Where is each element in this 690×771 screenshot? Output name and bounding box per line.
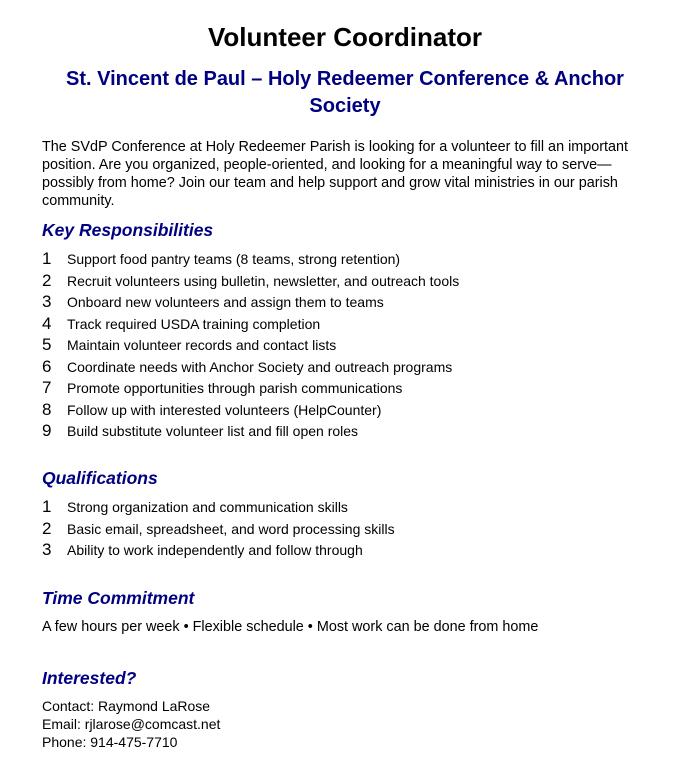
- list-item-text: Promote opportunities through parish communications: [67, 380, 403, 396]
- list-item-text: Ability to work independently and follow through: [67, 542, 363, 558]
- list-item-text: Build substitute volunteer list and fill open roles: [67, 423, 359, 439]
- list-item: [42, 539, 662, 561]
- time-commitment-text: A few hours per week • Flexible schedule • Most work can be done from home: [42, 619, 539, 635]
- list-item-number: 3: [42, 540, 52, 559]
- list-item-text: Maintain volunteer records and contact lists: [67, 337, 337, 353]
- list-item-number: 2: [42, 270, 52, 290]
- intro-paragraph: The SVdP Conference at Holy Redeemer Parish is looking for a volunteer to fill an important position. Are you organized, people-oriented, and looking for a meaningful way to serve—possibly from home? Join our team and help support and grow vital ministries in our parish community.: [42, 139, 629, 209]
- list-item: [42, 518, 662, 540]
- list-item: [42, 334, 662, 356]
- list-item-number: 5: [42, 335, 52, 354]
- list-item: [42, 270, 662, 292]
- page-subtitle: St. Vincent de Paul – Holy Redeemer Conference & Anchor Society: [66, 68, 624, 117]
- list-item-number: 2: [42, 518, 52, 538]
- list-item-number: 1: [42, 249, 52, 268]
- list-item-text: Strong organization and communication skills: [67, 499, 348, 515]
- list-item-text: Support food pantry teams (8 teams, strong retention): [67, 251, 401, 267]
- list-item-text: Coordinate needs with Anchor Society and outreach programs: [67, 358, 453, 375]
- list-item-number: 3: [42, 292, 52, 311]
- page-title: Volunteer Coordinator: [208, 22, 482, 52]
- responsibilities-heading: Key Responsibilities: [42, 220, 214, 240]
- qualifications-heading: Qualifications: [42, 468, 158, 488]
- contact-email: Email: rjlarose@comcast.net: [42, 716, 221, 732]
- list-item-number: 4: [42, 313, 52, 333]
- contact-block: [42, 697, 662, 751]
- list-item: [42, 377, 662, 399]
- contact-phone: Phone: 914-475-7710: [42, 734, 178, 750]
- time-commitment-heading: Time Commitment: [42, 588, 195, 608]
- list-item-number: 9: [42, 421, 52, 440]
- list-item-number: 6: [42, 356, 52, 376]
- list-item-number: 7: [42, 378, 52, 397]
- list-item: [42, 291, 662, 313]
- list-item-text: Onboard new volunteers and assign them to teams: [67, 294, 384, 310]
- list-item-text: Recruit volunteers using bulletin, newsletter, and outreach tools: [67, 272, 460, 289]
- list-item-number: 8: [42, 399, 52, 419]
- list-item: [42, 399, 662, 421]
- list-item-text: Track required USDA training completion: [67, 315, 321, 332]
- list-item: [42, 313, 662, 335]
- list-item-text: Follow up with interested volunteers (HelpCounter): [67, 401, 382, 418]
- list-item-number: 1: [42, 497, 52, 516]
- qualifications-list: [42, 496, 662, 561]
- list-item-text: Basic email, spreadsheet, and word processing skills: [67, 520, 395, 537]
- list-item: [42, 356, 662, 378]
- responsibilities-list: [42, 248, 662, 442]
- list-item: [42, 420, 662, 442]
- contact-name: Contact: Raymond LaRose: [42, 698, 211, 714]
- list-item: [42, 496, 662, 518]
- list-item: [42, 248, 662, 270]
- interested-heading: Interested?: [42, 668, 137, 688]
